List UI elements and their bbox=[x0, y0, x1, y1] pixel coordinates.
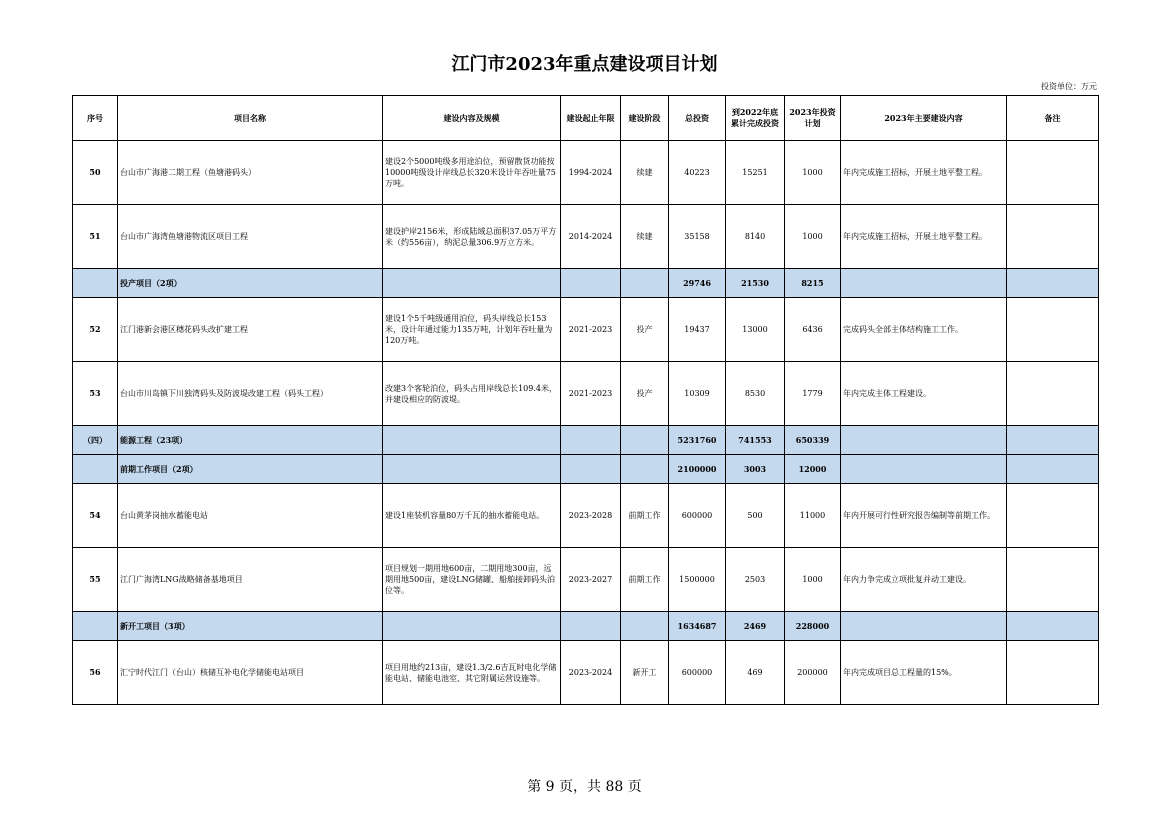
subtotal-row bbox=[73, 612, 1099, 641]
cell-no bbox=[73, 455, 118, 484]
cell-years bbox=[561, 455, 621, 484]
cell-no: 55 bbox=[73, 548, 118, 612]
cell-total: 1500000 bbox=[669, 548, 726, 612]
cell-name: 台山市广海湾鱼塘港物流区项目工程 bbox=[118, 205, 383, 269]
cell-plan: 12000 bbox=[785, 455, 841, 484]
cell-stage: 新开工 bbox=[621, 641, 669, 705]
subtotal-row bbox=[73, 426, 1099, 455]
cell-name: 前期工作项目（2项） bbox=[118, 455, 383, 484]
cell-plan: 200000 bbox=[785, 641, 841, 705]
cell-done: 3003 bbox=[726, 455, 785, 484]
cell-done: 21530 bbox=[726, 269, 785, 298]
cell-remark bbox=[1007, 269, 1099, 298]
cell-stage: 投产 bbox=[621, 298, 669, 362]
cell-years: 2023-2024 bbox=[561, 641, 621, 705]
cell-name: 汇宁时代江门（台山）核储互补电化学储能电站项目 bbox=[118, 641, 383, 705]
cell-remark bbox=[1007, 612, 1099, 641]
cell-no: 53 bbox=[73, 362, 118, 426]
cell-content: 年内完成施工招标，开展土地平整工程。 bbox=[841, 141, 1007, 205]
cell-total: 19437 bbox=[669, 298, 726, 362]
cell-content: 年内完成项目总工程量的15%。 bbox=[841, 641, 1007, 705]
cell-done: 8140 bbox=[726, 205, 785, 269]
table-row bbox=[73, 205, 1099, 269]
cell-total: 35158 bbox=[669, 205, 726, 269]
unit-note: 投资单位：万元 bbox=[1041, 82, 1097, 91]
cell-name: 能源工程（23项） bbox=[118, 426, 383, 455]
cell-name: 江门广海湾LNG战略储备基地项目 bbox=[118, 548, 383, 612]
cell-plan: 228000 bbox=[785, 612, 841, 641]
cell-scale: 建设1个5千吨级通用泊位，码头岸线总长153米，设计年通过能力135万吨，计划年吞吐量为120万吨。 bbox=[383, 298, 561, 362]
cell-name: 江门港新会港区穗花码头改扩建工程 bbox=[118, 298, 383, 362]
cell-done: 469 bbox=[726, 641, 785, 705]
cell-name: 台山市广海港二期工程（鱼塘港码头） bbox=[118, 141, 383, 205]
col-header-no: 序号 bbox=[73, 96, 118, 141]
table-header-row bbox=[73, 96, 1099, 141]
cell-stage: 前期工作 bbox=[621, 548, 669, 612]
table-row bbox=[73, 484, 1099, 548]
cell-stage: 续建 bbox=[621, 141, 669, 205]
cell-remark bbox=[1007, 426, 1099, 455]
table-row bbox=[73, 362, 1099, 426]
cell-no bbox=[73, 269, 118, 298]
table-row bbox=[73, 641, 1099, 705]
cell-plan: 1779 bbox=[785, 362, 841, 426]
cell-name: 新开工项目（3项） bbox=[118, 612, 383, 641]
cell-stage bbox=[621, 426, 669, 455]
cell-content: 年内开展可行性研究报告编制等前期工作。 bbox=[841, 484, 1007, 548]
cell-total: 2100000 bbox=[669, 455, 726, 484]
cell-scale bbox=[383, 269, 561, 298]
col-header-stage: 建设阶段 bbox=[621, 96, 669, 141]
table-row bbox=[73, 298, 1099, 362]
cell-plan: 1000 bbox=[785, 548, 841, 612]
cell-done: 500 bbox=[726, 484, 785, 548]
cell-remark bbox=[1007, 362, 1099, 426]
cell-total: 600000 bbox=[669, 641, 726, 705]
cell-name: 台山黄茅岗抽水蓄能电站 bbox=[118, 484, 383, 548]
cell-content: 年内力争完成立项批复并动工建设。 bbox=[841, 548, 1007, 612]
cell-name: 投产项目（2项） bbox=[118, 269, 383, 298]
cell-no: 50 bbox=[73, 141, 118, 205]
cell-years bbox=[561, 612, 621, 641]
cell-plan: 650339 bbox=[785, 426, 841, 455]
table-row bbox=[73, 141, 1099, 205]
cell-years: 2021-2023 bbox=[561, 298, 621, 362]
cell-stage bbox=[621, 455, 669, 484]
cell-name: 台山市川岛镇下川独湾码头及防波堤改建工程（码头工程） bbox=[118, 362, 383, 426]
cell-no bbox=[73, 612, 118, 641]
cell-no: 56 bbox=[73, 641, 118, 705]
cell-plan: 6436 bbox=[785, 298, 841, 362]
cell-content bbox=[841, 426, 1007, 455]
cell-content: 完成码头全部主体结构施工工作。 bbox=[841, 298, 1007, 362]
cell-plan: 8215 bbox=[785, 269, 841, 298]
cell-content bbox=[841, 455, 1007, 484]
col-header-remark: 备注 bbox=[1007, 96, 1099, 141]
cell-years bbox=[561, 269, 621, 298]
cell-remark bbox=[1007, 484, 1099, 548]
cell-stage: 续建 bbox=[621, 205, 669, 269]
cell-remark bbox=[1007, 205, 1099, 269]
cell-stage: 投产 bbox=[621, 362, 669, 426]
cell-done: 13000 bbox=[726, 298, 785, 362]
cell-content: 年内完成施工招标，开展土地平整工程。 bbox=[841, 205, 1007, 269]
cell-total: 29746 bbox=[669, 269, 726, 298]
subtotal-row bbox=[73, 455, 1099, 484]
cell-scale: 建设护岸2156米，形成陆域总面积37.05万平方米（约556亩），纳泥总量306.9万立方米。 bbox=[383, 205, 561, 269]
cell-total: 10309 bbox=[669, 362, 726, 426]
cell-no: 51 bbox=[73, 205, 118, 269]
cell-total: 40223 bbox=[669, 141, 726, 205]
cell-done: 741553 bbox=[726, 426, 785, 455]
cell-remark bbox=[1007, 641, 1099, 705]
cell-years: 1994-2024 bbox=[561, 141, 621, 205]
cell-done: 8530 bbox=[726, 362, 785, 426]
cell-remark bbox=[1007, 298, 1099, 362]
col-header-done: 到2022年底累计完成投资 bbox=[726, 96, 785, 141]
cell-stage bbox=[621, 269, 669, 298]
cell-total: 600000 bbox=[669, 484, 726, 548]
project-table bbox=[72, 95, 1099, 705]
cell-done: 2503 bbox=[726, 548, 785, 612]
cell-scale bbox=[383, 455, 561, 484]
cell-total: 1634687 bbox=[669, 612, 726, 641]
cell-stage: 前期工作 bbox=[621, 484, 669, 548]
cell-scale: 项目用地约213亩，建设1.3/2.6吉瓦时电化学储能电站、储能电池室、其它附属运营设施等。 bbox=[383, 641, 561, 705]
cell-scale bbox=[383, 612, 561, 641]
cell-plan: 1000 bbox=[785, 205, 841, 269]
col-header-scale: 建设内容及规模 bbox=[383, 96, 561, 141]
col-header-plan: 2023年投资计划 bbox=[785, 96, 841, 141]
cell-plan: 1000 bbox=[785, 141, 841, 205]
cell-content: 年内完成主体工程建设。 bbox=[841, 362, 1007, 426]
col-header-years: 建设起止年限 bbox=[561, 96, 621, 141]
col-header-total: 总投资 bbox=[669, 96, 726, 141]
cell-no: 52 bbox=[73, 298, 118, 362]
cell-remark bbox=[1007, 141, 1099, 205]
cell-plan: 11000 bbox=[785, 484, 841, 548]
cell-years bbox=[561, 426, 621, 455]
page-title: 江门市2023年重点建设项目计划 bbox=[451, 54, 718, 75]
subtotal-row bbox=[73, 269, 1099, 298]
page-footer: 第 9 页，共 88 页 bbox=[527, 779, 642, 795]
cell-scale: 项目规划一期用地600亩，二期用地300亩，远期用地500亩，建设LNG储罐、船舶接卸码头泊位等。 bbox=[383, 548, 561, 612]
cell-remark bbox=[1007, 548, 1099, 612]
col-header-content: 2023年主要建设内容 bbox=[841, 96, 1007, 141]
cell-remark bbox=[1007, 455, 1099, 484]
cell-years: 2023-2028 bbox=[561, 484, 621, 548]
col-header-name: 项目名称 bbox=[118, 96, 383, 141]
cell-no: （四） bbox=[73, 426, 118, 455]
cell-no: 54 bbox=[73, 484, 118, 548]
table-row bbox=[73, 548, 1099, 612]
cell-scale: 建设2个5000吨级多用途泊位，预留散货功能按10000吨级设计岸线总长320米设计年吞吐量75万吨。 bbox=[383, 141, 561, 205]
cell-stage bbox=[621, 612, 669, 641]
cell-scale bbox=[383, 426, 561, 455]
cell-years: 2014-2024 bbox=[561, 205, 621, 269]
cell-content bbox=[841, 269, 1007, 298]
cell-scale: 改建3个客轮泊位，码头占用岸线总长109.4米，并建设相应的防波堤。 bbox=[383, 362, 561, 426]
cell-total: 5231760 bbox=[669, 426, 726, 455]
cell-done: 2469 bbox=[726, 612, 785, 641]
cell-years: 2021-2023 bbox=[561, 362, 621, 426]
cell-done: 15251 bbox=[726, 141, 785, 205]
cell-years: 2023-2027 bbox=[561, 548, 621, 612]
cell-scale: 建设1座装机容量80万千瓦的抽水蓄能电站。 bbox=[383, 484, 561, 548]
cell-content bbox=[841, 612, 1007, 641]
